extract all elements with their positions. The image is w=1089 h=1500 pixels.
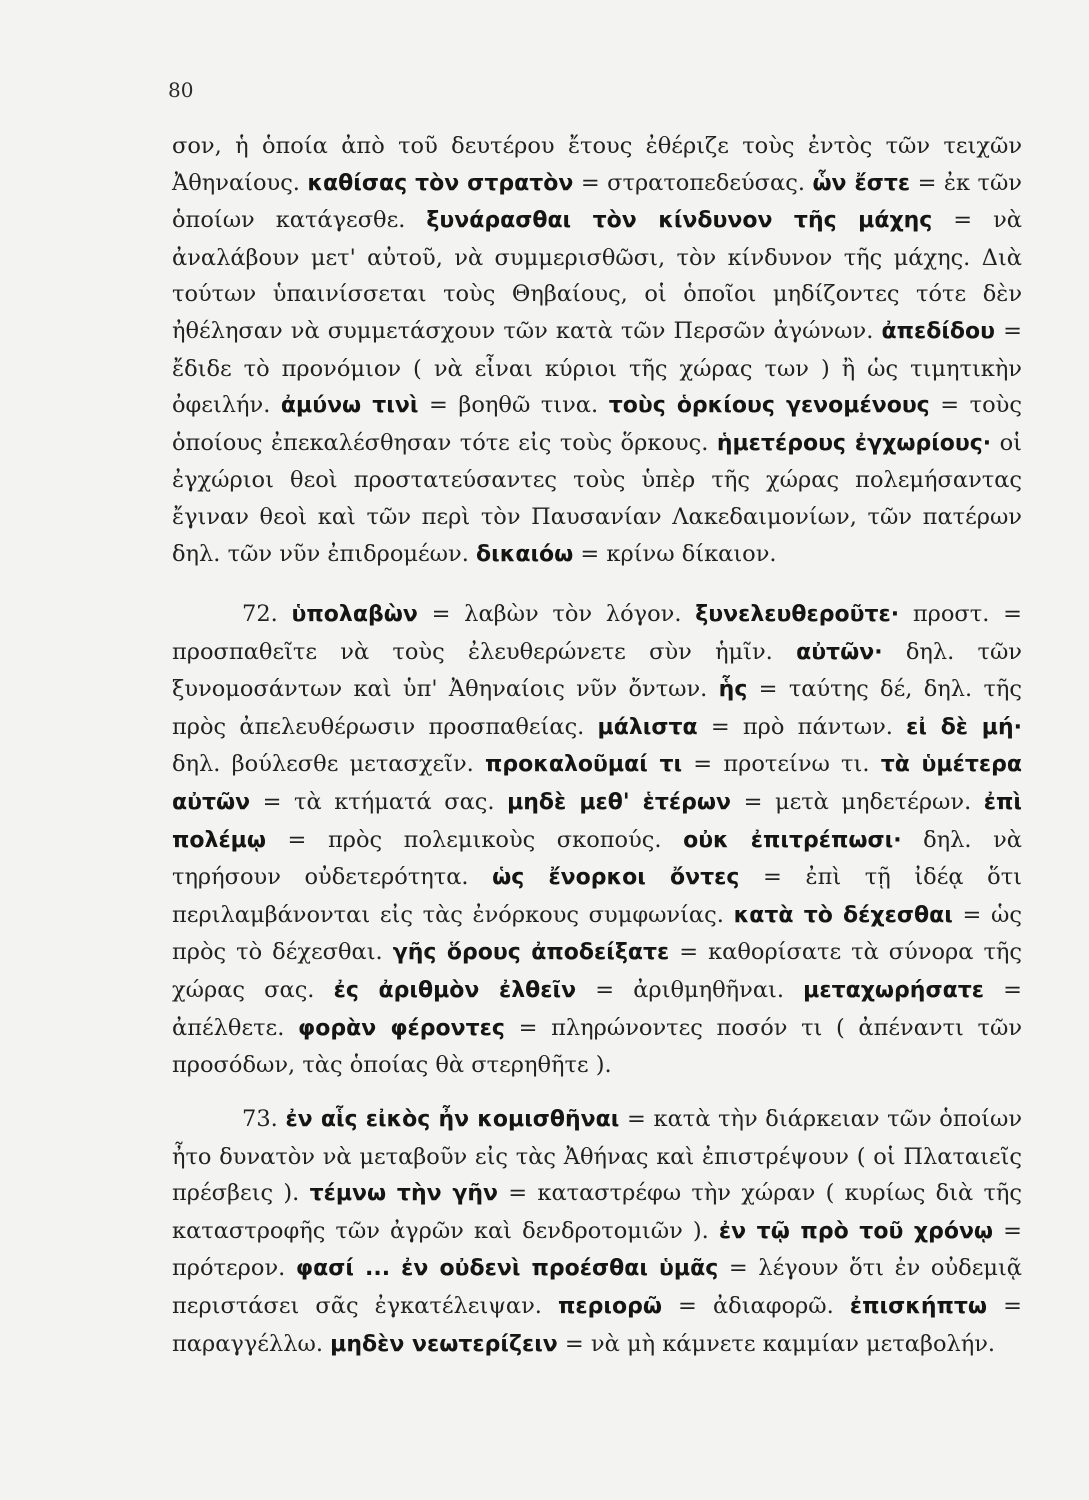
lemma-term: εἰ δὲ μή· xyxy=(906,714,1022,740)
gloss-text: = βοηθῶ τινα. xyxy=(418,392,609,419)
gloss-text: 72. xyxy=(242,601,292,627)
lemma-term: περιορῶ xyxy=(558,1293,662,1319)
gloss-text: = ἀδιαφορῶ. xyxy=(661,1292,850,1319)
lemma-term: μηδὲ μεθ' ἑτέρων xyxy=(507,789,732,815)
gloss-text: = ταύτης δέ, δηλ. τῆς πρὸς ἀπελευθέρωσιν προσπαθείας. xyxy=(172,676,1022,740)
lemma-term: τέμνω τὴν γῆν xyxy=(309,1181,499,1207)
lemma-term: μεταχωρήσατε xyxy=(803,977,985,1003)
lemma-term: ἀπεδίδου xyxy=(881,318,996,344)
lemma-term: ὧν ἔστε xyxy=(812,170,911,196)
lemma-term: ἐν αἷς εἰκὸς ἦν κομισθῆναι xyxy=(285,1107,620,1132)
gloss-text: = ἐκ τῶν ὁποίων κατάγεσθε. xyxy=(172,169,1022,234)
gloss-text: = ἔδιδε τὸ προνόμιον ( νὰ εἶναι κύριοι τῆς χώρας των ) ἢ ὡς τιμητικὴν ὀφειλήν. xyxy=(172,317,1022,419)
paragraph-body xyxy=(172,1101,1022,1363)
gloss-text: = ὡς πρὸς τὸ δέχεσθαι. xyxy=(172,901,1022,966)
lemma-term: ὑπολαβὼν xyxy=(291,602,418,627)
commentary-section-72 xyxy=(172,596,1022,1084)
lemma-term: ἐπισκήπτω xyxy=(849,1293,988,1319)
lemma-term: αὐτῶν· xyxy=(796,639,883,665)
lemma-term: φασί ... ἐν οὐδενὶ προέσθαι ὑμᾶς xyxy=(295,1256,719,1282)
paragraph-body xyxy=(172,596,1022,1084)
gloss-text: οἱ ἐγχώριοι θεοὶ προστατεύσαντες τοὺς ὑπὲρ τῆς χώρας πολεμήσαντας ἔγιναν θεοὶ καὶ τῶν περὶ τὸν Παυσανίαν Λακεδαιμονίων, τῶν πατέρων δηλ. τῶν νῦν ἐπιδρομέων. xyxy=(172,429,1022,567)
gloss-text: δηλ. νὰ τηρήσουν οὐδετερότητα. xyxy=(172,826,1022,891)
gloss-text: δηλ. βούλεσθε μετασχεῖν. xyxy=(172,751,485,778)
gloss-text: = πληρώνοντες ποσόν τι ( ἀπέναντι τῶν προσόδων, τὰς ὁποίας θὰ στερηθῆτε ). xyxy=(172,1014,1022,1079)
lemma-term: ἐπὶ πολέμῳ xyxy=(172,789,1022,853)
gloss-text: = προτείνω τι. xyxy=(682,751,881,778)
lemma-term: τὰ ὑμέτερα αὐτῶν xyxy=(172,752,1022,815)
lemma-term: κατὰ τὸ δέχεσθαι xyxy=(733,902,953,928)
gloss-text: = ἀριθμηθῆναι. xyxy=(576,976,804,1003)
gloss-text: προστ. = προσπαθεῖτε νὰ τοὺς ἐλευθερώνετε σὺν ἡμῖν. xyxy=(172,601,1023,665)
commentary-paragraph-continued xyxy=(172,128,1022,573)
gloss-text: δηλ. τῶν ξυνομοσάντων καὶ ὑπ' Ἀθηναίοις νῦν ὄντων. xyxy=(172,638,1022,703)
gloss-text: = τὰ κτήματά σας. xyxy=(250,788,508,815)
gloss-text: = ἀπέλθετε. xyxy=(172,976,1023,1041)
gloss-text: = νὰ μὴ κάμνετε καμμίαν μεταβολήν. xyxy=(557,1330,996,1357)
gloss-text: = παραγγέλλω. xyxy=(172,1292,1022,1357)
lemma-term: ἐς ἀριθμὸν ἐλθεῖν xyxy=(333,977,577,1003)
gloss-text: = πρότερον. xyxy=(172,1217,1022,1282)
lemma-term: δικαιόω xyxy=(476,541,574,567)
gloss-text: = λέγουν ὅτι ἐν οὐδεμιᾷ περιστάσει σᾶς ἐγκατέλειψαν. xyxy=(172,1255,1023,1319)
gloss-text: = κατὰ τὴν διάρκειαν τῶν ὁποίων ἦτο δυνατὸν νὰ μεταβοῦν εἰς τὰς Ἀθήνας καὶ ἐπιστρέψουν ( οἱ Πλαταιεῖς πρέσβεις ). xyxy=(172,1106,1023,1207)
lemma-term: τοὺς ὁρκίους γενομένους xyxy=(608,393,930,419)
gloss-text: = καθορίσατε τὰ σύνορα τῆς χώρας σας. xyxy=(172,939,1022,1003)
lemma-term: ἡμετέρους ἐγχωρίους· xyxy=(716,430,992,456)
lemma-term: ἀμύνω τινὶ xyxy=(280,393,419,419)
lemma-term: ἐν τῷ πρὸ τοῦ χρόνῳ xyxy=(718,1218,994,1244)
lemma-term: καθίσας τὸν στρατὸν xyxy=(307,170,574,196)
lemma-term: οὐκ ἐπιτρέπωσι· xyxy=(683,827,902,853)
paragraph-body xyxy=(172,128,1022,573)
gloss-text: = καταστρέφω τὴν χώραν ( κυρίως διὰ τῆς καταστροφῆς τῶν ἀγρῶν καὶ δενδροτομιῶν ). xyxy=(172,1180,1022,1244)
page-number: 80 xyxy=(168,78,194,102)
gloss-text: 73. xyxy=(242,1106,286,1132)
gloss-text: = λαβὼν τὸν λόγον. xyxy=(417,601,696,627)
lemma-term: φορὰν φέροντες xyxy=(298,1015,505,1041)
gloss-text: = μετὰ μηδετέρων. xyxy=(731,788,984,815)
lemma-term: ἧς xyxy=(718,677,748,703)
gloss-text: = πρὸς πολεμικοὺς σκοπούς. xyxy=(266,826,684,853)
lemma-term: ὡς ἔνορκοι ὄντες xyxy=(492,865,740,891)
lemma-term: προκαλοῦμαί τι xyxy=(484,752,683,778)
commentary-section-73 xyxy=(172,1101,1022,1363)
gloss-text: = κρίνω δίκαιον. xyxy=(573,540,777,567)
lemma-term: ξυνάρασθαι τὸν κίνδυνον τῆς μάχης xyxy=(426,208,933,234)
gloss-text: σον, ἡ ὁποία ἀπὸ τοῦ δευτέρου ἔτους ἐθέριζε τοὺς ἐντὸς τῶν τειχῶν Ἀθηναίους. xyxy=(172,133,1022,196)
gloss-text: = τοὺς ὁποίους ἐπεκαλέσθησαν τότε εἰς τοὺς ὅρκους. xyxy=(172,392,1022,456)
lemma-term: γῆς ὅρους ἀποδείξατε xyxy=(392,940,670,966)
lemma-term: ξυνελευθεροῦτε· xyxy=(695,602,900,627)
gloss-text: = πρὸ πάντων. xyxy=(697,713,907,740)
lemma-term: μηδὲν νεωτερίζειν xyxy=(330,1331,558,1357)
gloss-text: = νὰ ἀναλάβουν μετ' αὐτοῦ, νὰ συμμερισθῶσι, τὸν κίνδυνον τῆς μάχης. Διὰ τούτων ὑπαινίσσεται τοὺς Θηβαίους, οἱ ὁποῖοι μηδίζοντες τότε δὲν ἠθέλησαν νὰ συμμετάσχουν τῶν κατὰ τῶν Περσῶν ἀγώνων. xyxy=(172,207,1022,344)
lemma-term: μάλιστα xyxy=(597,714,698,740)
gloss-text: = στρατοπεδεύσας. xyxy=(573,169,813,196)
gloss-text: = ἐπὶ τῇ ἰδέᾳ ὅτι περιλαμβάνονται εἰς τὰς ἐνόρκους συμφωνίας. xyxy=(172,864,1022,928)
